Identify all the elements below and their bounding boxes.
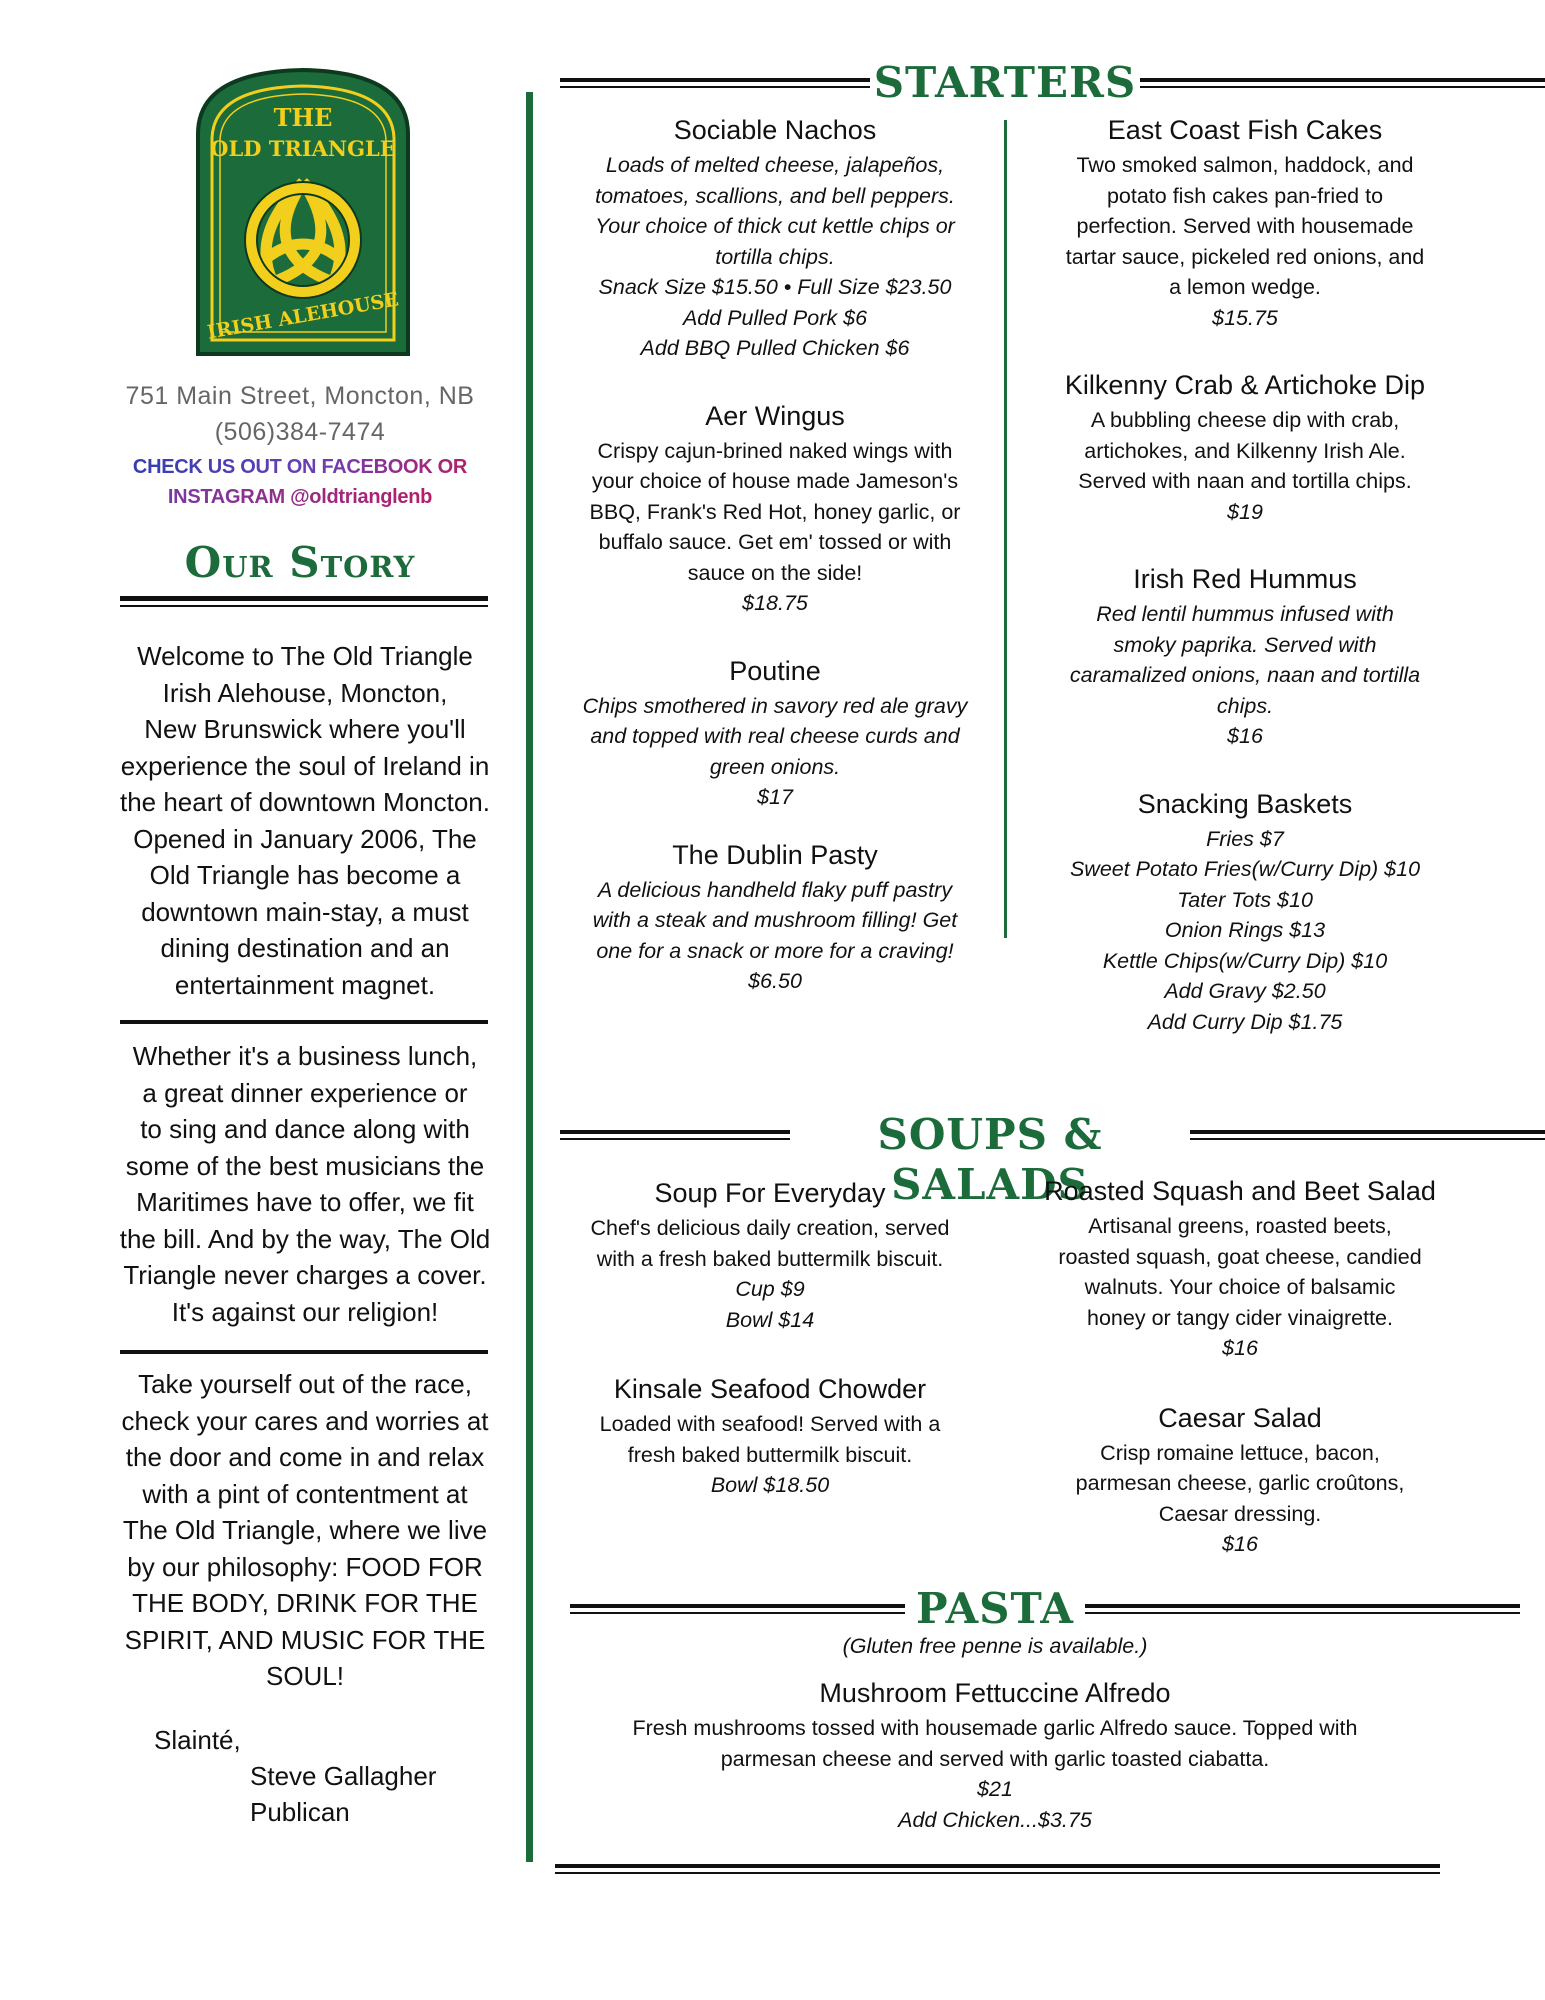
menu-item-price: Snack Size $15.50 • Full Size $23.50 <box>598 275 952 299</box>
phone: (506)384-7474 <box>214 418 386 446</box>
pasta-items <box>570 1675 1420 1835</box>
menu-item <box>1030 561 1460 752</box>
main-vertical-divider <box>526 92 533 1862</box>
menu-item-price: Cup $9 <box>735 1277 805 1301</box>
story-line: some of the best musicians the <box>125 1150 485 1181</box>
menu-item-price: Add BBQ Pulled Chicken $6 <box>640 336 910 360</box>
menu-item <box>570 1675 1420 1835</box>
story-line: a great dinner experience or <box>142 1077 468 1108</box>
menu-item-description: A delicious handheld flaky puff pastry <box>597 877 953 902</box>
menu-item-description: sauce on the side! <box>687 560 863 585</box>
logo-line1: THE <box>273 103 333 132</box>
story-line: experience the soul of Ireland in <box>120 750 490 781</box>
menu-item-description: chips. <box>1216 693 1274 718</box>
menu-item-description: Chips smothered in savory red ale gravy <box>582 693 968 718</box>
menu-item-description: walnuts. Your choice of balsamic <box>1084 1275 1396 1299</box>
story-line: The Old Triangle, where we live <box>122 1515 488 1545</box>
story-paragraph-3 <box>100 1366 510 1695</box>
menu-item <box>555 653 995 813</box>
menu-item-description: roasted squash, goat cheese, candied <box>1058 1244 1422 1269</box>
menu-item <box>1030 786 1460 1038</box>
starters-right-column <box>1030 112 1460 1037</box>
menu-item <box>555 1175 985 1335</box>
starters-left-column <box>555 112 995 997</box>
menu-item <box>1020 1173 1460 1364</box>
signer-title: Publican <box>250 1797 350 1827</box>
menu-item-price: Kettle Chips(w/Curry Dip) $10 <box>1102 948 1388 973</box>
pasta-note: (Gluten free penne is available.) <box>842 1634 1148 1658</box>
story-line: the door and come in and relax <box>125 1442 485 1472</box>
social-line-2[interactable]: INSTAGRAM @oldtrianglenb <box>100 486 500 509</box>
menu-item-description: Crisp romaine lettuce, bacon, <box>1100 1440 1380 1465</box>
signer-name: Steve Gallagher <box>250 1761 437 1791</box>
menu-item-price: Onion Rings $13 <box>1164 918 1326 942</box>
menu-item-description: with a fresh baked buttermilk biscuit. <box>596 1246 944 1271</box>
menu-item-description: Caesar dressing. <box>1158 1501 1322 1526</box>
starters-column-divider <box>1004 120 1007 938</box>
menu-item-price: Add Gravy $2.50 <box>1164 979 1326 1003</box>
story-line: Maritimes have to offer, we fit <box>136 1187 474 1217</box>
menu-item-price: Sweet Potato Fries(w/Curry Dip) $10 <box>1069 857 1421 881</box>
menu-item-description: one for a snack or more for a craving! <box>596 938 954 963</box>
story-rule-top <box>120 596 488 601</box>
menu-item-price: Fries $7 <box>1206 826 1284 851</box>
our-story-title: Our Story <box>184 538 416 587</box>
menu-item-name: Aer Wingus <box>705 400 845 431</box>
menu-item-description: A bubbling cheese dip with crab, <box>1090 408 1400 432</box>
story-line: by our philosophy: FOOD FOR <box>127 1551 483 1582</box>
story-line: THE BODY, DRINK FOR THE <box>132 1588 478 1618</box>
story-line: Take yourself out of the race, <box>138 1369 472 1399</box>
menu-item-name: Kilkenny Crab & Artichoke Dip <box>1064 370 1426 400</box>
menu-item-name: Kinsale Seafood Chowder <box>613 1374 927 1404</box>
story-paragraph-1 <box>100 638 510 1003</box>
menu-item-price: $17 <box>757 785 793 809</box>
address: 751 Main Street, Moncton, NB <box>125 382 475 410</box>
menu-item-price: $16 <box>1227 724 1263 748</box>
story-line: New Brunswick where you'll <box>144 714 466 744</box>
menu-item-price: Bowl $14 <box>725 1307 815 1332</box>
menu-item-name: Snacking Baskets <box>1137 788 1353 819</box>
menu-item-description: fresh baked buttermilk biscuit. <box>627 1442 913 1467</box>
menu-item-description: parmesan cheese and served with garlic toasted ciabatta. <box>720 1746 1270 1771</box>
menu-item-price: Add Curry Dip $1.75 <box>1147 1009 1343 1034</box>
menu-item-description: Loaded with seafood! Served with a <box>599 1412 941 1436</box>
menu-item-description: a lemon wedge. <box>1169 275 1321 299</box>
menu-item-price: $18.75 <box>742 591 808 615</box>
menu-item <box>555 112 995 364</box>
menu-item-price: Tater Tots $10 <box>1177 887 1313 912</box>
menu-item-name: Mushroom Fettuccine Alfredo <box>819 1678 1171 1708</box>
story-line: check your cares and worries at <box>121 1405 489 1436</box>
story-divider-1 <box>120 1020 488 1024</box>
story-line: SPIRIT, AND MUSIC FOR THE <box>124 1624 486 1655</box>
menu-item-description: perfection. Served with housemade <box>1076 214 1414 238</box>
story-line: Opened in January 2006, The <box>133 823 477 854</box>
menu-item-price: Add Chicken...$3.75 <box>898 1807 1092 1832</box>
menu-item-name: Caesar Salad <box>1158 1402 1322 1433</box>
pasta-title: PASTA <box>905 1584 1085 1634</box>
menu-item-price: $16 <box>1222 1336 1258 1360</box>
soups-salads-title: SOUPS & SALADS <box>790 1110 1190 1210</box>
menu-item-description: Crispy cajun-brined naked wings with <box>597 438 953 463</box>
bottom-rule <box>555 1864 1440 1874</box>
menu-item-price: Add Pulled Pork $6 <box>682 305 868 330</box>
story-line: with a pint of contentment at <box>142 1478 468 1509</box>
menu-item-price: $16 <box>1222 1532 1258 1556</box>
story-paragraph-2 <box>100 1038 510 1330</box>
menu-item <box>1020 1400 1460 1560</box>
menu-item-price: Bowl $18.50 <box>710 1473 830 1497</box>
menu-item-description: and topped with real cheese curds and <box>590 724 960 748</box>
story-line: Whether it's a business lunch, <box>132 1041 478 1071</box>
menu-item-description: Loads of melted cheese, jalapeños, <box>605 153 945 177</box>
story-line: SOUL! <box>265 1661 345 1691</box>
menu-item-name: Roasted Squash and Beet Salad <box>1044 1176 1436 1206</box>
closing: Slainté, <box>154 1725 241 1755</box>
story-line: downtown main-stay, a must <box>141 896 469 927</box>
menu-item <box>1030 112 1460 333</box>
menu-item-name: Irish Red Hummus <box>1133 564 1357 594</box>
menu-item-description: green onions. <box>709 754 841 779</box>
menu-item-description: parmesan cheese, garlic croûtons, <box>1075 1471 1405 1495</box>
story-rule-top-thin <box>120 605 488 607</box>
story-line: Welcome to The Old Triangle <box>137 641 473 671</box>
menu-item-description: tortilla chips. <box>715 244 835 269</box>
menu-item-description: with a steak and mushroom filling! Get <box>592 908 958 932</box>
logo-line2: OLD TRIANGLE <box>210 136 396 161</box>
story-divider-2 <box>120 1350 488 1354</box>
menu-item-description: Red lentil hummus infused with <box>1096 602 1394 626</box>
menu-item-description: tartar sauce, pickeled red onions, and <box>1065 244 1425 269</box>
menu-item-description: smoky paprika. Served with <box>1113 632 1377 657</box>
menu-item-price: $21 <box>977 1777 1013 1801</box>
story-line: Old Triangle has become a <box>149 860 461 890</box>
menu-item-name: The Dublin Pasty <box>672 839 878 870</box>
menu-item <box>555 837 995 997</box>
old-triangle-logo <box>190 64 416 360</box>
menu-item-name: East Coast Fish Cakes <box>1107 115 1383 145</box>
menu-item-price: $6.50 <box>748 969 802 993</box>
menu-item-description: BBQ, Frank's Red Hot, honey garlic, or <box>589 499 961 524</box>
soups-right-column <box>1020 1173 1460 1560</box>
story-line: entertainment magnet. <box>174 969 436 1000</box>
story-line: the heart of downtown Moncton. <box>119 787 490 817</box>
story-line: to sing and dance along with <box>140 1114 470 1144</box>
soups-left-column <box>555 1175 985 1501</box>
menu-item-description: buffalo sauce. Get em' tossed or with <box>598 530 952 554</box>
menu-item-description: Served with naan and tortilla chips. <box>1078 469 1412 493</box>
menu-item-description: caramalized onions, naan and tortilla <box>1069 663 1421 687</box>
menu-item-description: Fresh mushrooms tossed with housemade garlic Alfredo sauce. Topped with <box>632 1716 1358 1740</box>
menu-item-description: potato fish cakes pan-fried to <box>1106 183 1384 208</box>
menu-item-price: $15.75 <box>1212 305 1278 330</box>
menu-item-description: tomatoes, scallions, and bell peppers. <box>595 183 955 208</box>
menu-item-name: Poutine <box>729 655 821 686</box>
logo-line3: IRISH ALEHOUSE <box>205 288 401 344</box>
social-line-1[interactable]: CHECK US OUT ON FACEBOOK OR <box>100 456 500 479</box>
menu-item-price: $19 <box>1227 499 1263 524</box>
menu-item-description: your choice of house made Jameson's <box>591 469 959 493</box>
menu-item-description: honey or tangy cider vinaigrette. <box>1087 1305 1393 1330</box>
menu-item-description: Two smoked salmon, haddock, and <box>1076 153 1414 177</box>
menu-item-description: Chef's delicious daily creation, served <box>590 1216 950 1240</box>
story-line: It's against our religion! <box>171 1296 439 1327</box>
starters-title: STARTERS <box>870 58 1140 108</box>
menu-item <box>555 398 995 619</box>
menu-item-name: Soup For Everyday <box>654 1178 886 1208</box>
story-line: dining destination and an <box>160 933 450 963</box>
story-line: Triangle never charges a cover. <box>123 1260 487 1290</box>
menu-item-description: Your choice of thick cut kettle chips or <box>595 214 955 238</box>
menu-item <box>1030 367 1460 527</box>
menu-item <box>555 1371 985 1501</box>
menu-item-description: Artisanal greens, roasted beets, <box>1088 1214 1392 1238</box>
story-line: the bill. And by the way, The Old <box>119 1223 491 1254</box>
menu-item-description: artichokes, and Kilkenny Irish Ale. <box>1084 438 1406 463</box>
story-line: Irish Alehouse, Moncton, <box>162 677 448 708</box>
menu-item-name: Sociable Nachos <box>673 115 877 145</box>
